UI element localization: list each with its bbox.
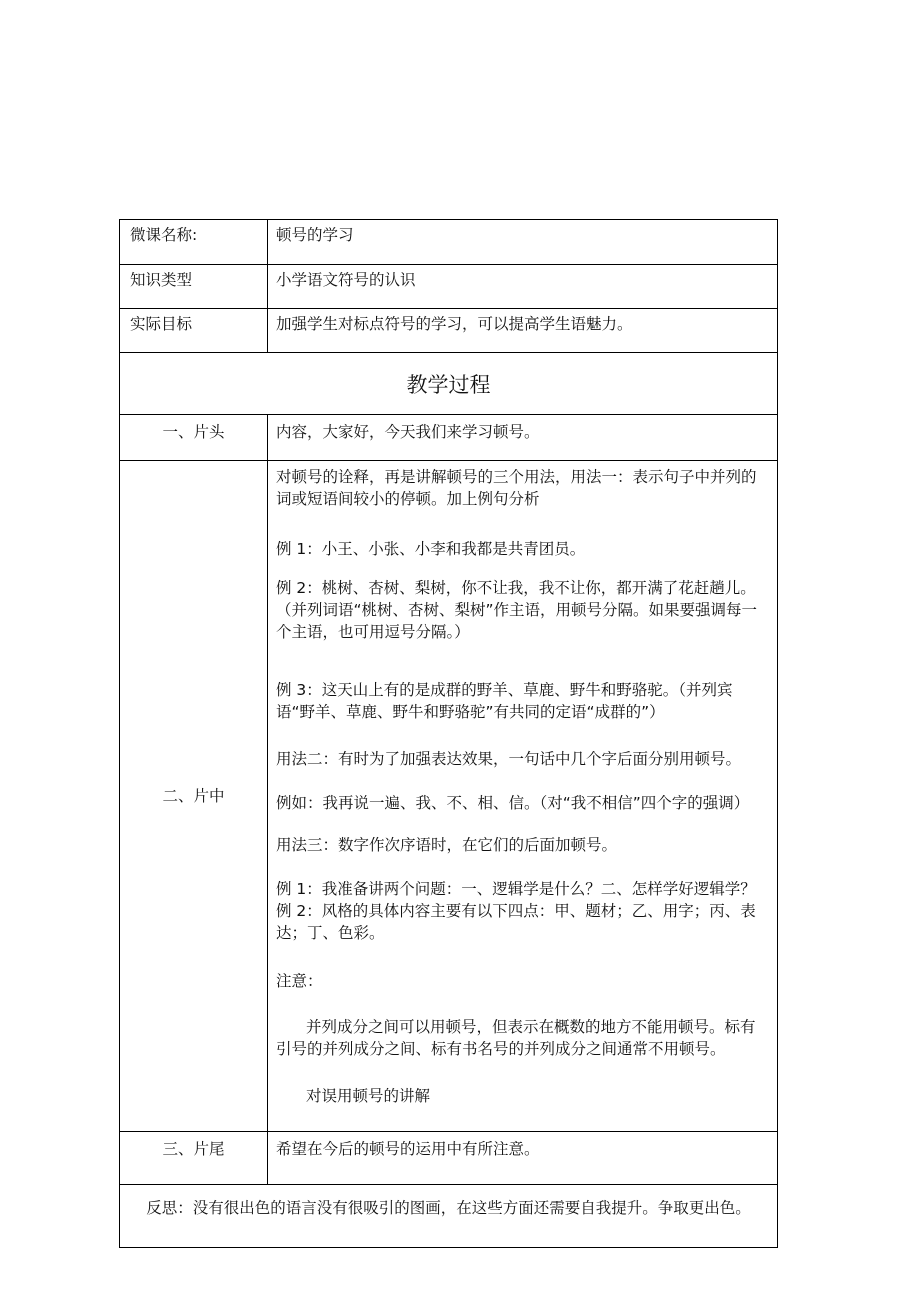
middle-content [268,461,777,1131]
middle-intro: 对顿号的诠释，再是讲解顿号的三个用法，用法一：表示句子中并列的词或短语间较小的停顿。加上例句分析 [276,468,757,508]
lesson-table [119,219,778,1248]
row-lesson-name [120,220,777,264]
middle-usage-2: 用法二：有时为了加强表达效果，一句话中几个字后面分别用顿号。 [276,750,742,768]
middle-label-text: 二、片中 [162,787,225,805]
reflection-text: 反思：没有很出色的语言没有很吸引的图画，在这些方面还需要自我提升。争取更出色。 [146,1199,751,1217]
ending-text: 希望在今后的顿号的运用中有所注意。 [276,1140,540,1158]
middle-note-label: 注意： [276,972,323,990]
middle-usage-2-example: 例如：我再说一遍、我、不、相、信。（对“我不相信”四个字的强调） [276,794,750,812]
middle-usage-3-example-1: 例 1：我准备讲两个问题：一、逻辑学是什么？二、怎样学好逻辑学？ [276,880,756,898]
row-knowledge-type [120,264,777,308]
middle-note-text: 并列成分之间可以用顿号，但表示在概数的地方不能用顿号。标有引号的并列成分之间、标有书名号的并列成分之间通常不用顿号。 [276,1018,756,1058]
lesson-name-value: 顿号的学习 [276,226,354,244]
middle-misuse: 对误用顿号的讲解 [306,1087,431,1105]
row-goal [120,308,777,352]
row-reflection [120,1184,777,1247]
middle-usage-3: 用法三：数字作次序语时，在它们的后面加顿号。 [276,836,618,854]
row-process-heading [120,352,777,414]
middle-example-2: 例 2：桃树、杏树、梨树，你不让我，我不让你，都开满了花赶趟儿。（并列词语“桃树、杏树、梨树”作主语，用顿号分隔。如果要强调每一个主语，也可用逗号分隔。） [276,579,758,641]
process-heading: 教学过程 [406,372,491,397]
knowledge-type-label: 知识类型 [120,265,268,308]
middle-example-1: 例 1：小王、小张、小李和我都是共青团员。 [276,540,586,558]
ending-label: 三、片尾 [120,1132,268,1184]
middle-label [120,461,268,1131]
goal-label: 实际目标 [120,309,268,352]
knowledge-type-value: 小学语文符号的认识 [276,271,416,289]
middle-usage-3-example-2: 例 2：风格的具体内容主要有以下四点：甲、题材；乙、用字；丙、表达；丁、色彩。 [276,902,756,942]
goal-value: 加强学生对标点符号的学习，可以提高学生语魅力。 [276,315,633,333]
opening-text: 内容，大家好，今天我们来学习顿号。 [276,423,540,441]
row-ending [120,1131,777,1184]
opening-label: 一、片头 [120,415,268,460]
row-middle [120,460,777,1131]
lesson-name-label: 微课名称: [120,220,268,264]
row-opening [120,414,777,460]
middle-example-3: 例 3：这天山上有的是成群的野羊、草鹿、野牛和野骆驼。（并列宾语“野羊、草鹿、野牛和野骆驼”有共同的定语“成群的”） [276,681,733,721]
